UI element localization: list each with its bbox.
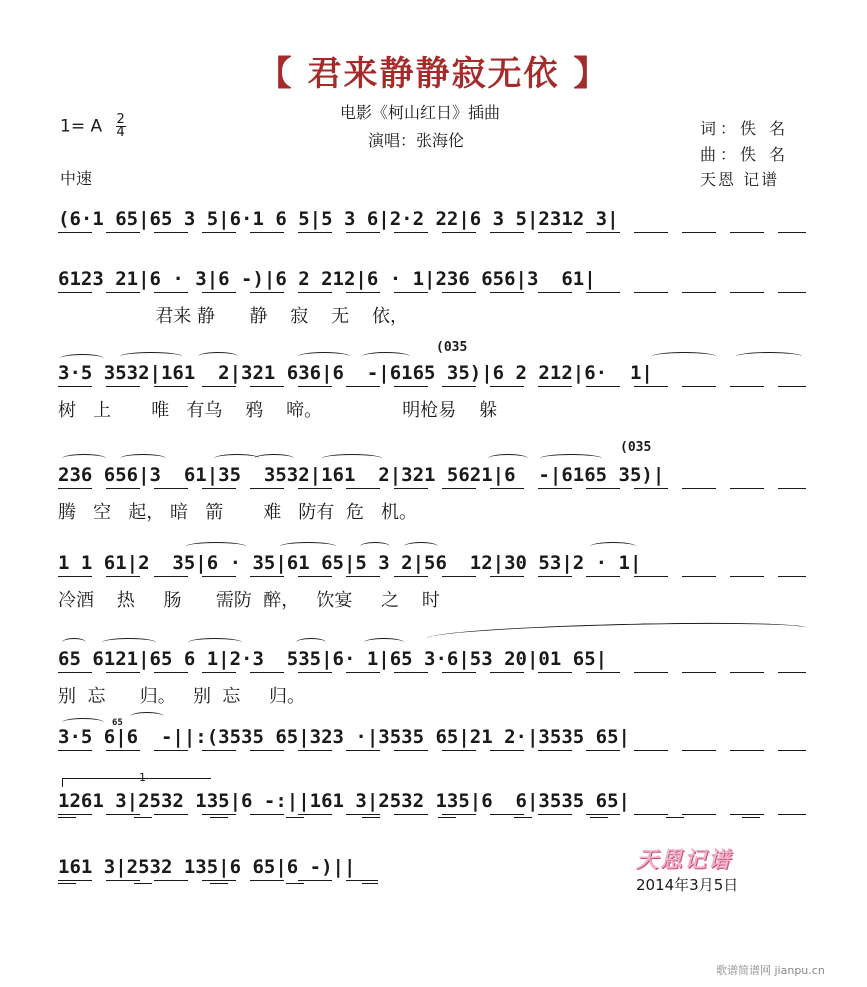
notation-line: 1 1 61|2 35|6 · 35|61 65|5 3 2|56 12|30 53|2 · 1| <box>58 552 642 574</box>
slur <box>280 542 336 551</box>
notation-line: 3·5 3532|161 2|321 636|6 -|6165 35)|6 2 212|6· 1| <box>58 362 653 384</box>
notation-line: 161 3|2532 135|6 65|6 -)|| <box>58 856 356 878</box>
slur <box>364 638 404 647</box>
lyric-line: 树 上 唯 有乌 鸦 啼。 明枪易 躲 <box>58 400 498 421</box>
slur <box>130 712 164 721</box>
score-system-6 <box>0 648 867 708</box>
beam-underline <box>58 232 806 233</box>
beam-underline-double <box>58 883 378 884</box>
subtitle-singer: 演唱：张海伦 <box>368 131 465 150</box>
slur <box>540 454 602 463</box>
slur <box>736 352 802 361</box>
score-system-1 <box>0 208 867 268</box>
slur <box>362 352 410 361</box>
slur <box>322 454 382 463</box>
slur <box>404 542 438 551</box>
site-watermark: 歌谱简谱网 jianpu.cn <box>716 964 825 977</box>
key-signature <box>60 114 126 139</box>
notation-line: 3·5 6|6 -||:(3535 65|323 ·|3535 65|21 2·|3535 65| <box>58 726 630 748</box>
slur <box>488 454 528 463</box>
score-system-5 <box>0 552 867 612</box>
lyric-line: 腾 空 起， 暗 箭 难 防有 危 机。 <box>58 502 418 523</box>
cue-notes: (035 <box>436 340 468 355</box>
slur <box>254 454 294 463</box>
time-numerator: 2 <box>116 112 125 127</box>
credit-music: 曲：佚 名 <box>700 145 790 164</box>
credit-lyrics: 词：佚 名 <box>700 119 790 138</box>
slur <box>298 352 350 361</box>
notation-line: (6·1 65|65 3 5|6·1 6 5|5 3 6|2·2 22|6 3 5|2312 3| <box>58 208 619 230</box>
cue-notes: (035 <box>620 440 652 455</box>
slur <box>590 542 636 551</box>
transcription-date: 2014年3月5日 <box>636 876 739 894</box>
notation-line: 236 656|3 61|35 3532|161 2|321 5621|6 -|6165 35)| <box>58 464 665 486</box>
grace-notes: 65 <box>112 718 123 728</box>
slur <box>62 454 106 463</box>
time-denominator: 4 <box>116 125 125 140</box>
beam-underline <box>58 488 806 489</box>
slur <box>296 638 326 647</box>
volta-bracket <box>62 771 211 787</box>
key-label: 1= A <box>60 116 103 137</box>
volta-number: 1 <box>139 771 146 784</box>
lyric-line: 君来 静 静 寂 无 依， <box>58 306 408 327</box>
notation-line: 6123 21|6 · 3|6 -)|6 2 212|6 · 1|236 656|3 61| <box>58 268 596 290</box>
score-system-2 <box>0 268 867 328</box>
tempo-marking: 中速 <box>60 169 93 188</box>
page-title: 【 君来静静寂无依 】 <box>257 54 610 94</box>
slur <box>360 542 390 551</box>
credit-transcriber: 天恩 记谱 <box>700 170 780 189</box>
lyric-line: 冷酒 热 肠 需防 醉， 饮宴 之 时 <box>58 590 440 611</box>
score-system-7 <box>0 718 867 786</box>
beam-underline-double <box>58 817 806 818</box>
notation-line: 1261 3|2532 135|6 -:||161 3|2532 135|6 6|3535 65| <box>58 790 630 812</box>
beam-underline <box>58 814 806 815</box>
transcriber-stamp: 天恩记谱 <box>636 847 733 873</box>
notation-line: 65 6121|65 6 1|2·3 535|6· 1|65 3·6|53 20|01 65| <box>58 648 608 670</box>
slur <box>62 638 86 647</box>
beam-underline <box>58 880 378 881</box>
slur <box>102 638 156 647</box>
score-system-3 <box>0 340 867 422</box>
slur <box>120 454 166 463</box>
beam-underline <box>58 292 806 293</box>
slur <box>198 352 238 361</box>
beam-underline <box>58 750 806 751</box>
score-system-4 <box>0 440 867 524</box>
subtitle-source: 电影《柯山红日》插曲 <box>340 103 501 122</box>
beam-underline <box>58 576 806 577</box>
slur <box>186 542 246 551</box>
long-slur <box>426 621 808 647</box>
score-system-8 <box>0 771 867 850</box>
slur <box>652 352 716 361</box>
time-signature <box>116 114 126 139</box>
beam-underline <box>58 672 806 673</box>
lyric-line: 别 忘 归。 别 忘 归。 <box>58 686 305 707</box>
slur <box>120 352 182 361</box>
slur <box>188 638 242 647</box>
beam-underline <box>58 386 806 387</box>
